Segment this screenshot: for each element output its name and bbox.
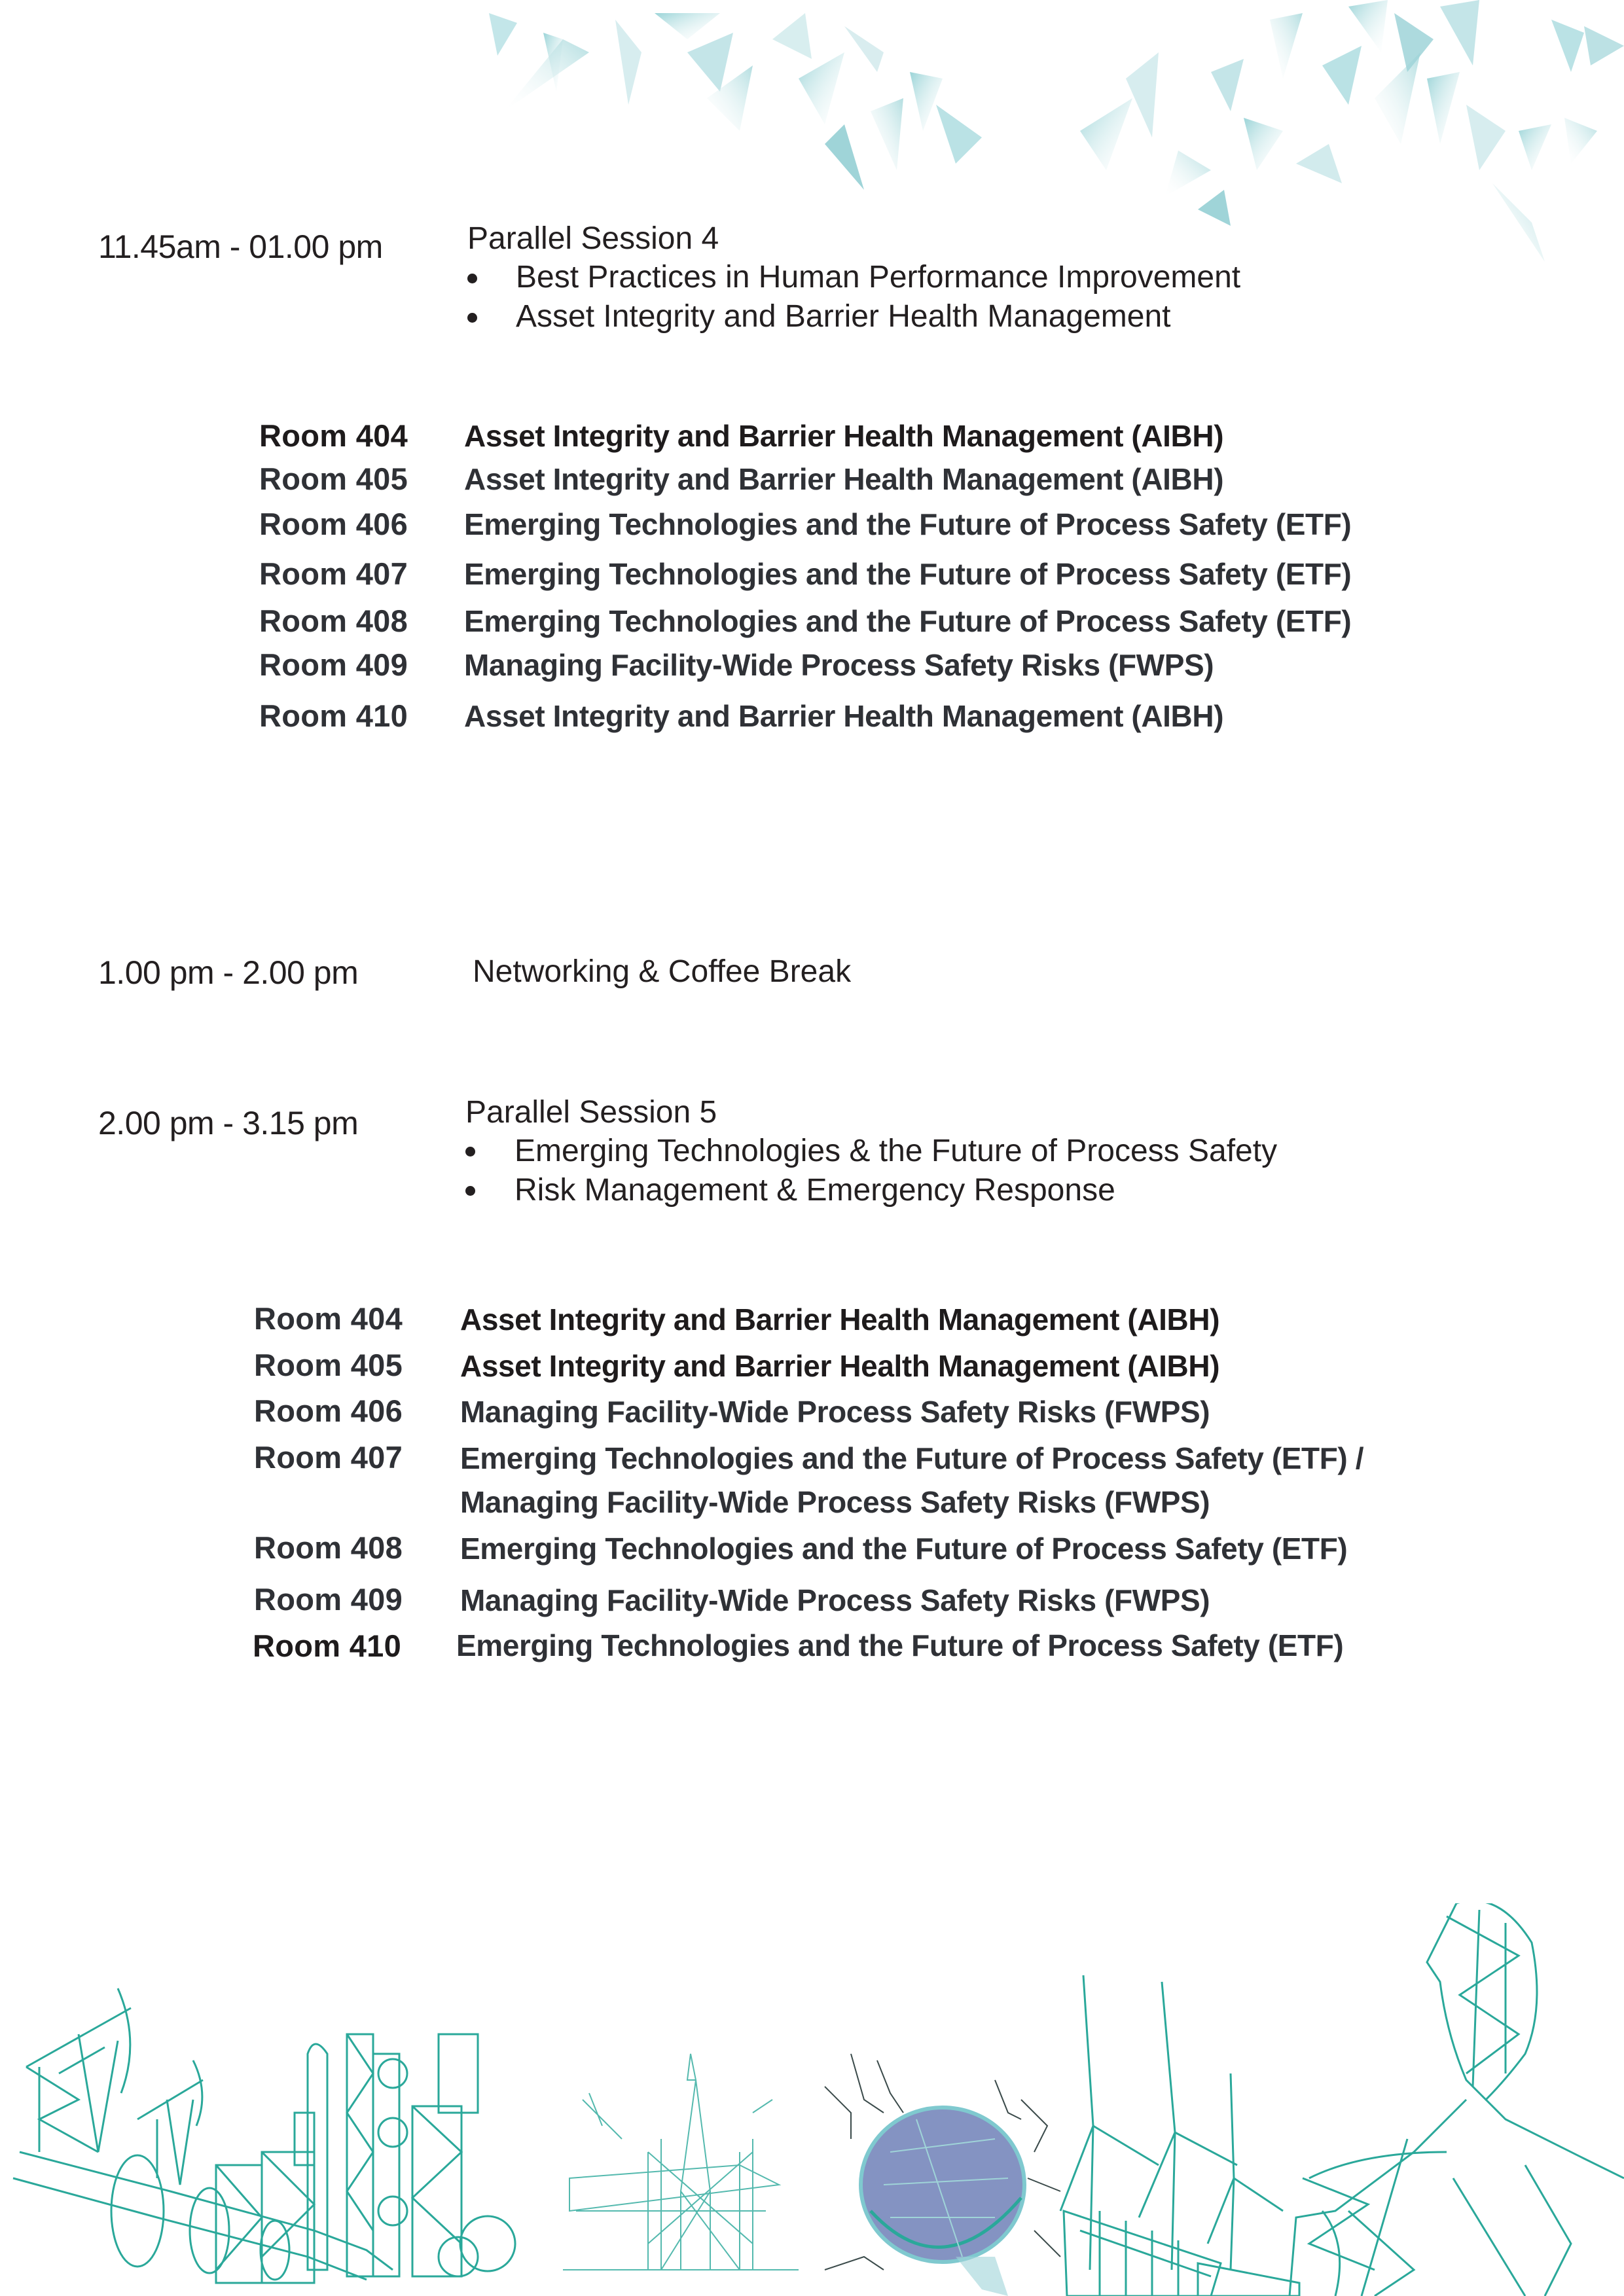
wireframe-worker-icon — [1290, 1903, 1624, 2296]
break-title: Networking & Coffee Break — [473, 954, 852, 989]
room-track: Asset Integrity and Barrier Health Management (AIBH) — [464, 419, 1224, 453]
room-label: Room 410 — [259, 698, 408, 733]
bullet-icon — [467, 313, 477, 323]
room-label: Room 409 — [254, 1582, 403, 1617]
room-track: Asset Integrity and Barrier Health Management (AIBH) — [460, 1302, 1220, 1336]
room-label: Room 405 — [254, 1348, 403, 1382]
room-track: Managing Facility-Wide Process Safety Risks (FWPS) — [460, 1583, 1210, 1617]
room-label: Room 406 — [259, 507, 408, 541]
room-track: Emerging Technologies and the Future of Process Safety (ETF) — [464, 507, 1352, 541]
break-time: 1.00 pm - 2.00 pm — [98, 954, 359, 991]
footer-industry-illustration — [0, 1903, 1624, 2296]
room-label: Room 409 — [259, 647, 408, 682]
room-track: Emerging Technologies and the Future of Process Safety (ETF) — [464, 604, 1352, 638]
session-4-bullet: Asset Integrity and Barrier Health Management — [516, 299, 1171, 334]
room-label: Room 404 — [254, 1301, 403, 1336]
room-track: Asset Integrity and Barrier Health Management (AIBH) — [464, 699, 1224, 733]
room-track: Managing Facility-Wide Process Safety Risks (FWPS) — [460, 1395, 1210, 1429]
room-track: Emerging Technologies and the Future of Process Safety (ETF) — [460, 1532, 1348, 1566]
bullet-icon — [465, 1186, 475, 1196]
offshore-rig-icon — [563, 2054, 799, 2270]
room-label: Room 405 — [259, 461, 408, 496]
session-5-time: 2.00 pm - 3.15 pm — [98, 1105, 359, 1141]
pumpjack-pipeline-icon — [13, 1988, 393, 2280]
session-5-bullet: Emerging Technologies & the Future of Process Safety — [514, 1134, 1278, 1168]
triangle-cluster-right — [1080, 0, 1624, 262]
session-5-title: Parallel Session 5 — [465, 1095, 717, 1130]
triangle-cluster-left — [489, 13, 982, 190]
wind-turbines-icon — [1060, 1975, 1299, 2296]
room-track: Emerging Technologies and the Future of Process Safety (ETF) / — [460, 1441, 1364, 1475]
session-4-title: Parallel Session 4 — [467, 221, 719, 256]
room-track: Asset Integrity and Barrier Health Management (AIBH) — [464, 462, 1224, 496]
session-4-time: 11.45am - 01.00 pm — [98, 228, 383, 265]
room-label: Room 406 — [254, 1393, 403, 1428]
room-label: Room 407 — [254, 1440, 403, 1475]
room-label: Room 410 — [253, 1628, 402, 1663]
session-4-bullet: Best Practices in Human Performance Improvement — [516, 260, 1241, 295]
room-track: Emerging Technologies and the Future of Process Safety (ETF) — [464, 557, 1352, 591]
magnifier-chip-icon — [825, 2054, 1060, 2296]
session-5-bullet: Risk Management & Emergency Response — [514, 1173, 1115, 1208]
room-track: Asset Integrity and Barrier Health Management (AIBH) — [460, 1349, 1220, 1383]
bullet-icon — [465, 1147, 475, 1157]
bullet-icon — [467, 274, 477, 283]
room-label: Room 404 — [259, 418, 408, 453]
room-track: Managing Facility-Wide Process Safety Risks (FWPS) — [464, 648, 1214, 682]
room-label: Room 407 — [259, 556, 408, 591]
room-label: Room 408 — [254, 1530, 403, 1565]
room-track-continued: Managing Facility-Wide Process Safety Risks (FWPS) — [460, 1485, 1210, 1519]
room-track: Emerging Technologies and the Future of Process Safety (ETF) — [456, 1628, 1344, 1662]
refinery-towers-icon — [216, 2034, 515, 2283]
room-label: Room 408 — [259, 603, 408, 638]
